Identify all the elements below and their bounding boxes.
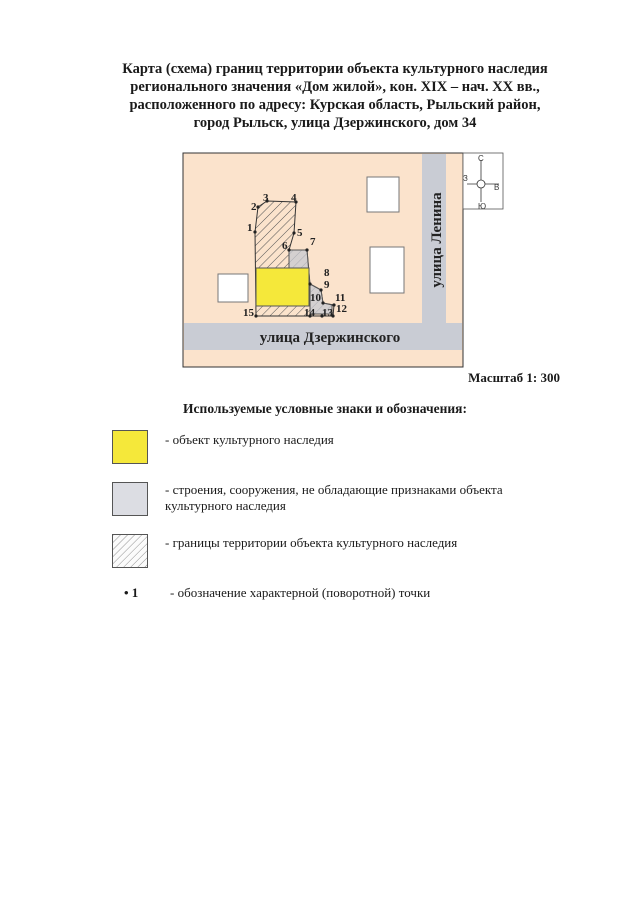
title-line-3: расположенного по адресу: Курская область, Рыльский район, bbox=[129, 97, 541, 113]
point-label-1: 1 bbox=[247, 222, 253, 234]
point-label-6: 6 bbox=[282, 240, 288, 252]
legend-swatch-structures bbox=[112, 482, 148, 516]
point-label-5: 5 bbox=[297, 227, 303, 239]
legend-swatch-boundary bbox=[112, 534, 148, 568]
point-label-14: 14 bbox=[304, 307, 315, 319]
point-label-10: 10 bbox=[310, 292, 321, 304]
street-label-dzerzhinskogo: улица Дзержинского bbox=[259, 330, 401, 346]
point-label-8: 8 bbox=[324, 267, 330, 279]
compass-rose-icon bbox=[463, 153, 503, 211]
legend-text-structures: - строения, сооружения, не обладающие признаками объекта культурного наследия bbox=[165, 482, 503, 513]
legend-text-boundary: - границы территории объекта культурного наследия bbox=[165, 535, 458, 550]
building-white-1 bbox=[367, 177, 399, 212]
point-label-11: 11 bbox=[335, 292, 346, 304]
heritage-object bbox=[256, 268, 309, 306]
title-line-1: Карта (схема) границ территории объекта культурного наследия bbox=[122, 61, 548, 77]
compass-south: Ю bbox=[478, 202, 487, 211]
compass-east: В bbox=[494, 183, 500, 192]
point-label-7: 7 bbox=[310, 236, 316, 248]
point-label-4: 4 bbox=[291, 192, 297, 204]
street-label-lenina: улица Ленина bbox=[429, 192, 445, 288]
building-white-3 bbox=[218, 274, 248, 302]
point-label-3: 3 bbox=[263, 192, 269, 204]
compass-north: С bbox=[478, 154, 484, 163]
title-line-2: регионального значения «Дом жилой», кон. XIX – нач. XX вв., bbox=[130, 79, 540, 95]
legend-text-heritage: - объект культурного наследия bbox=[165, 432, 334, 447]
point-label-13: 13 bbox=[322, 307, 333, 319]
point-label-9: 9 bbox=[324, 279, 330, 291]
boundary-map bbox=[0, 0, 640, 400]
building-white-2 bbox=[370, 247, 404, 293]
legend-point-symbol: • 1 bbox=[124, 585, 139, 600]
legend-text-point: - обозначение характерной (поворотной) точки bbox=[170, 585, 431, 600]
point-label-15: 15 bbox=[243, 307, 254, 319]
compass-west: З bbox=[463, 174, 468, 183]
point-label-2: 2 bbox=[251, 201, 257, 213]
point-label-12: 12 bbox=[336, 303, 347, 315]
legend-heading: Используемые условные знаки и обозначения: bbox=[183, 401, 467, 416]
legend-swatch-heritage bbox=[112, 430, 148, 464]
map-scale: Масштаб 1: 300 bbox=[468, 370, 560, 385]
title-line-4: город Рыльск, улица Дзержинского, дом 34 bbox=[193, 115, 477, 131]
